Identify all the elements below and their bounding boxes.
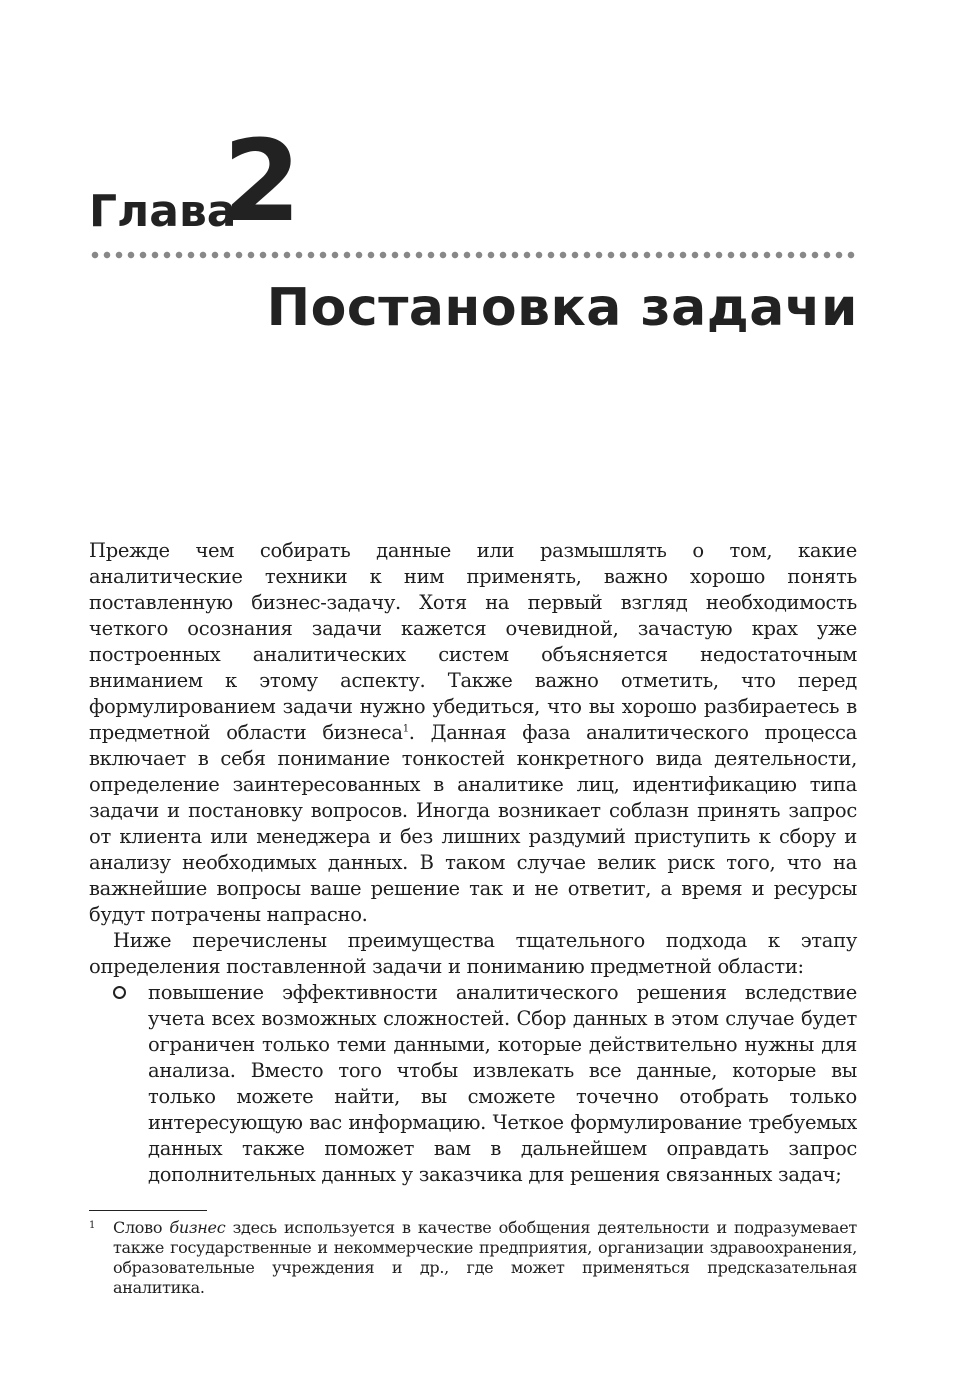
footnote-reference[interactable]: 1 xyxy=(402,723,409,735)
footnote xyxy=(89,1218,857,1298)
paragraph-1-text-b: . Данная фаза аналитического процесса включает в себя понимание тонкостей конкретного вида деятельности, определение заинтересованных в аналитике лиц, идентификацию типа задачи и постановку вопросов. Иногда возникает соблазн принять запрос от клиента или менеджера и без лишних раздумий приступить к сбору и анализу необходимых данных. В таком случае велик риск того, что на важнейшие вопросы ваше решение так и не ответит, а время и ресурсы будут потрачены напрасно. xyxy=(89,721,857,926)
chapter-label: Глава xyxy=(89,186,237,237)
footnote-text-b: здесь используется в качестве обобщения деятельности и подразумевает также государственные и некоммерческие предприятия, организации здравоохранения, образовательные учреждения и др., где может применяться предсказательная аналитика. xyxy=(113,1218,857,1297)
paragraph-2: Ниже перечислены преимущества тщательного подхода к этапу определения поставленной задачи и пониманию предметной области: xyxy=(89,929,857,978)
chapter-title: Постановка задачи xyxy=(266,278,858,338)
footnote-emphasis: бизнес xyxy=(169,1218,226,1237)
footnote-text-a: Слово xyxy=(113,1218,170,1237)
footnote-separator xyxy=(89,1210,207,1211)
benefits-list xyxy=(89,980,857,1188)
chapter-heading xyxy=(89,117,869,247)
footnote-number: 1 xyxy=(89,1220,96,1231)
paragraph-1 xyxy=(89,538,857,928)
body-text xyxy=(89,538,857,1188)
list-item xyxy=(89,980,857,1188)
dotted-divider xyxy=(89,250,859,260)
list-item-text: повышение эффективности аналитического решения вследствие учета всех возможных сложностей. Сбор данных в этом случае будет ограничен только теми данными, которые действительно нужны для анализа. Вместо того чтобы извлекать все данные, которые вы только можете найти, вы сможете точечно отобрать только интересующую вас информацию. Четкое формулирование требуемых данных также поможет вам в дальнейшем оправдать запрос дополнительных данных у заказчика для решения связанных задач; xyxy=(148,981,857,1186)
footnote-text xyxy=(113,1218,857,1298)
paragraph-1-text-a: Прежде чем собирать данные или размышлять о том, какие аналитические техники к ним применять, важно хорошо понять поставленную бизнес-задачу. Хотя на первый взгляд необходимость четкого осознания задачи кажется очевидной, зачастую крах уже построенных аналитических систем объясняется недостаточным вниманием к этому аспекту. Также важно отметить, что перед формулированием задачи нужно убедиться, что вы хорошо разбираетесь в предметной области бизнеса xyxy=(89,539,857,744)
chapter-number: 2 xyxy=(223,117,301,247)
circle-bullet-icon xyxy=(113,986,126,999)
